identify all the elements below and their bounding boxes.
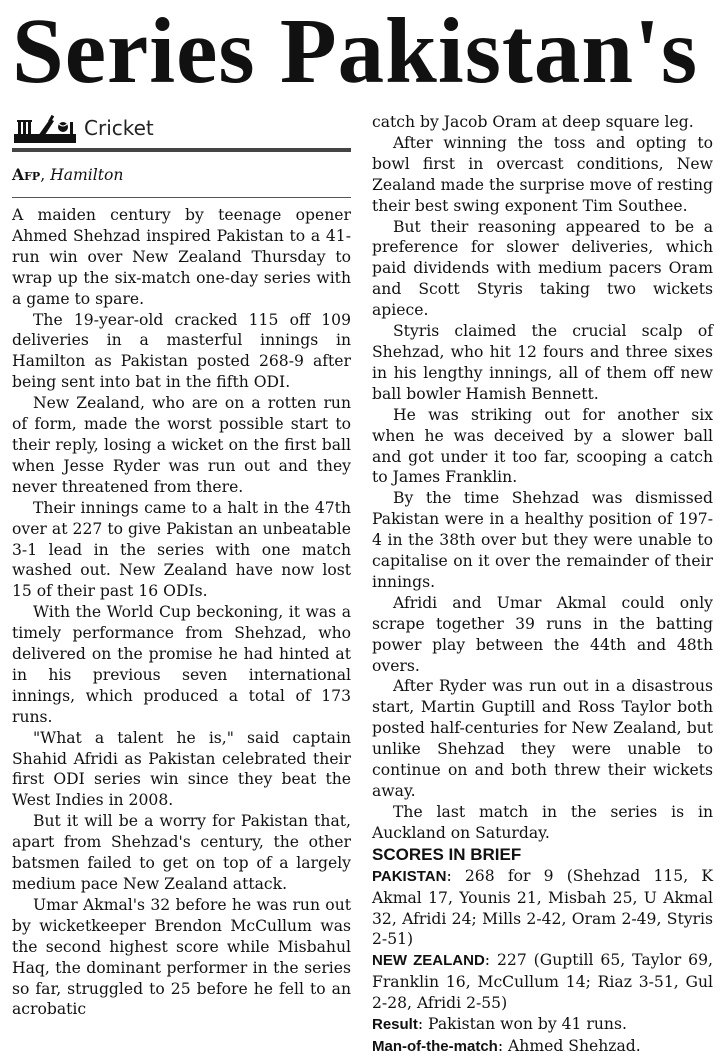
article-paragraph-continued: catch by Jacob Oram at deep square leg. [372, 113, 694, 131]
byline-place: Hamilton [50, 166, 124, 184]
article-paragraph: But it will be a worry for Pakistan that, apart from Shehzad's century, the other batsmen failed to get on top of a largely medium pace New Zealand attack. [12, 812, 351, 893]
article-paragraph: The 19-year-old cracked 115 off 109 deliveries in a masterful innings in Hamilton as Pakistan posted 268-9 after being sent into bat in the fifth ODI. [12, 310, 351, 392]
score-team: Man-of-the-match [372, 1037, 498, 1055]
score-detail: : 227 (Guptill 65, Taylor 69, Franklin 16, McCullum 14; Riaz 3-51, Gul 2-28, Afridi 2-55) [372, 951, 713, 1013]
cricket-bat-ball-stumps-icon [12, 114, 78, 144]
headline: Series Pakistan's [12, 0, 699, 103]
score-team: PAKISTAN [372, 867, 447, 885]
left-column [12, 108, 351, 1020]
article-paragraph: The last match in the series is in Auckland on Saturday. [372, 802, 713, 842]
scores-heading: SCORES IN BRIEF [372, 844, 522, 864]
article-paragraph: Their innings came to a halt in the 47th over at 227 to give Pakistan an unbeatable 3-1 lead in the series with one match washed out. New Zealand have now lost 15 of their past 16 ODIs. [12, 498, 351, 601]
byline-agency: Afp [12, 165, 41, 184]
article-paragraph: Styris claimed the crucial scalp of Shehzad, who hit 12 fours and three sixes in his lengthy innings, all of them off new ball bowler Hamish Bennett. [372, 322, 713, 403]
article-paragraph: Umar Akmal's 32 before he was run out by wicketkeeper Brendon McCullum was the second highest score while Misbahul Haq, the dominant performer in the series so far, struggled to 25 before he fell to an acrobatic [12, 895, 351, 1019]
byline-separator: , [40, 166, 51, 184]
score-row [372, 1014, 713, 1036]
article-paragraph: With the World Cup beckoning, it was a timely performance from Shehzad, who delivered on the promise he had hinted at in his previous seven international innings, which produced a total of 173 runs. [12, 603, 351, 726]
byline [12, 164, 351, 192]
article-paragraph: But their reasoning appeared to be a preference for slower deliveries, which paid dividends with medium pacers Oram and Scott Styris taking two wickets apiece. [372, 217, 713, 320]
article-paragraph: Afridi and Umar Akmal could only scrape together 39 runs in the batting power play between the 44th and 48th overs. [372, 593, 713, 675]
score-row [372, 866, 713, 951]
section-label: Cricket [84, 116, 154, 140]
article-paragraph: After Ryder was run out in a disastrous start, Martin Guptill and Ross Taylor both posted half-centuries for New Zealand, but unlike Shehzad they were unable to continue on and both threw their wickets away. [372, 677, 713, 800]
right-column [372, 112, 713, 1058]
article-paragraph: A maiden century by teenage opener Ahmed Shehzad inspired Pakistan to a 41-run win over New Zealand Thursday to wrap up the six-match one-day series with a game to spare. [12, 206, 351, 308]
section-header [12, 108, 351, 152]
article-paragraph: New Zealand, who are on a rotten run of form, made the worst possible start to their reply, losing a wicket on the first ball when Jesse Ryder was run out and they never threatened from there. [12, 394, 351, 496]
score-team: Result [372, 1016, 418, 1034]
byline-divider [12, 197, 351, 198]
article-paragraph: He was striking out for another six when he was deceived by a slower ball and got under it too far, scooping a catch to James Franklin. [372, 405, 713, 487]
article-paragraph: By the time Shehzad was dismissed Pakistan were in a healthy position of 197-4 in the 38th over but they were unable to capitalise on it over the remainder of their innings. [372, 489, 713, 591]
score-detail: : 268 for 9 (Shehzad 115, K Akmal 17, Younis 21, Misbah 25, U Akmal 32, Afridi 24; Mills 2-42, Oram 2-49, Styris 2-51) [372, 866, 713, 949]
score-detail: : Ahmed Shehzad. [497, 1036, 641, 1055]
article-paragraph: After winning the toss and opting to bowl first in overcast conditions, New Zealand made the surprise move of resting their best swing exponent Tim Southee. [372, 133, 713, 215]
score-detail: : Pakistan won by 41 runs. [417, 1015, 627, 1034]
article-paragraph: "What a talent he is," said captain Shahid Afridi as Pakistan celebrated their first ODI series win since they beat the West Indies in 2008. [12, 728, 351, 810]
score-row [372, 950, 713, 1014]
score-row [372, 1036, 713, 1058]
score-team: NEW ZEALAND [372, 952, 485, 970]
